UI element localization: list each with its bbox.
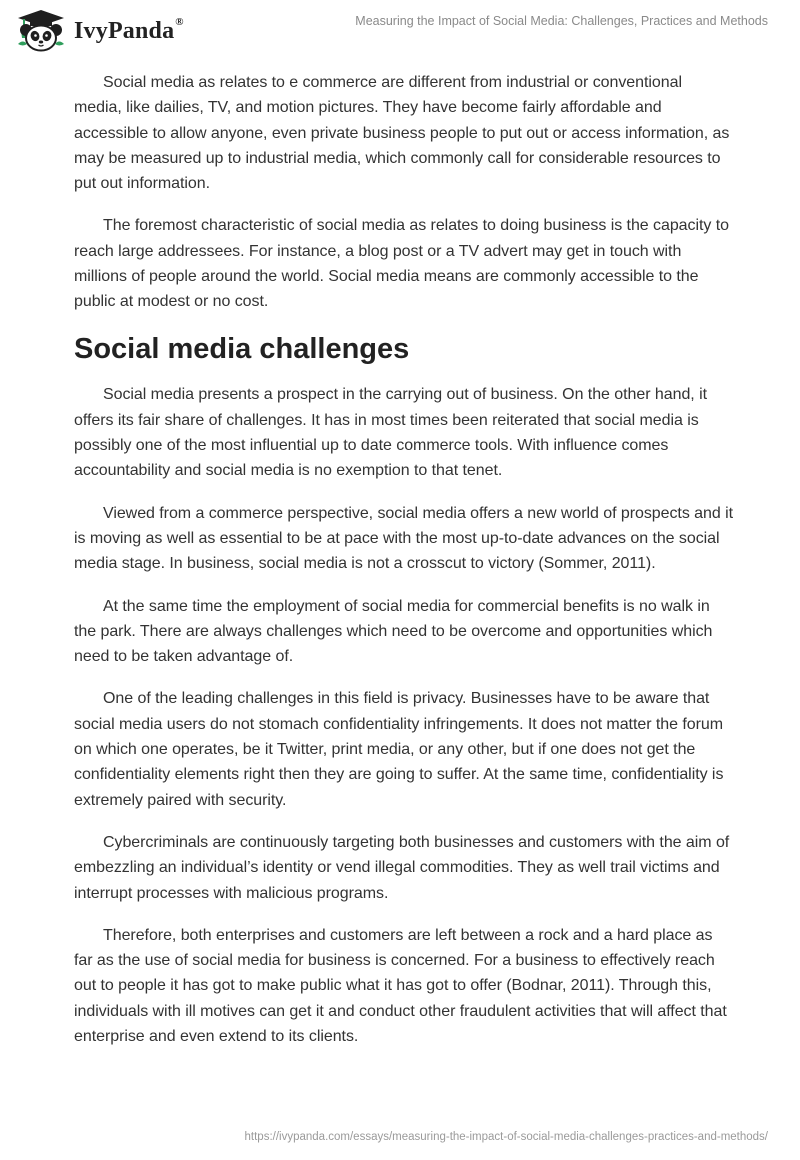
paragraph: At the same time the employment of social media for commercial benefits is no walk in the park. There are always challenges which need to be overcome and opportunities which need to be taken advantage of. [74,597,713,666]
paragraph: Social media as relates to e commerce are different from industrial or conventional media, like dailies, TV, and motion pictures. They have become fairly affordable and accessible to allow anyone, even private business people to put out or access information, as may be measured up to industrial media, which commonly call for considerable resources to put out information. [74,74,730,193]
essay-content [74,70,734,1066]
page-header [0,0,800,60]
source-url-link[interactable]: https://ivypanda.com/essays/measuring-the-impact-of-social-media-challenges-practices-and-methods/ [244,1131,768,1143]
logo-wordmark [74,15,184,45]
paragraph: The foremost characteristic of social media as relates to doing business is the capacity to reach large addressees. For instance, a blog post or a TV advert may get in touch with millions of people around the world. Social media means are commonly accessible to the public at modest or no cost. [74,217,729,311]
running-title: Measuring the Impact of Social Media: Challenges, Practices and Methods [355,14,768,28]
site-logo[interactable] [14,8,184,52]
logo-text: IvyPanda [74,17,175,44]
registered-mark: ® [175,15,184,28]
paragraph: Social media presents a prospect in the carrying out of business. On the other hand, it offers its fair share of challenges. It has in most times been reiterated that social media is possibly one of the most influential up to date commerce tools. With influence comes accountability and social media is no exemption to that tenet. [74,386,707,480]
paragraph: Therefore, both enterprises and customers are left between a rock and a hard place as far as the use of social media for business is concerned. For a business to effectively reach out to people it has got to make public what it has got to offer (Bodnar, 2011). Through this, individuals with ill motives can get it and conduct other fraudulent activities that will affect that enterprise and even extend to its clients. [74,926,727,1045]
section-heading: Social media challenges [74,332,410,365]
paragraph: Viewed from a commerce perspective, social media offers a new world of prospects and it is moving as well as essential to be at pace with the most up-to-date advances on the social media stage. In business, social media is not a crosscut to victory (Sommer, 2011). [74,504,734,573]
paragraph: Cybercriminals are continuously targeting both businesses and customers with the aim of embezzling an individual’s identity or vend illegal commodities. They as well trail victims and interrupt processes with malicious programs. [74,833,730,902]
panda-logo-icon [14,8,68,52]
paragraph: One of the leading challenges in this field is privacy. Businesses have to be aware that social media users do not stomach confidentiality infringements. It does not matter the forum on which one operates, be it Twitter, print media, or any other, but if one does not get the confidentiality elements right then they are going to suffer. At the same time, confidentiality is extremely paired with security. [74,690,724,809]
